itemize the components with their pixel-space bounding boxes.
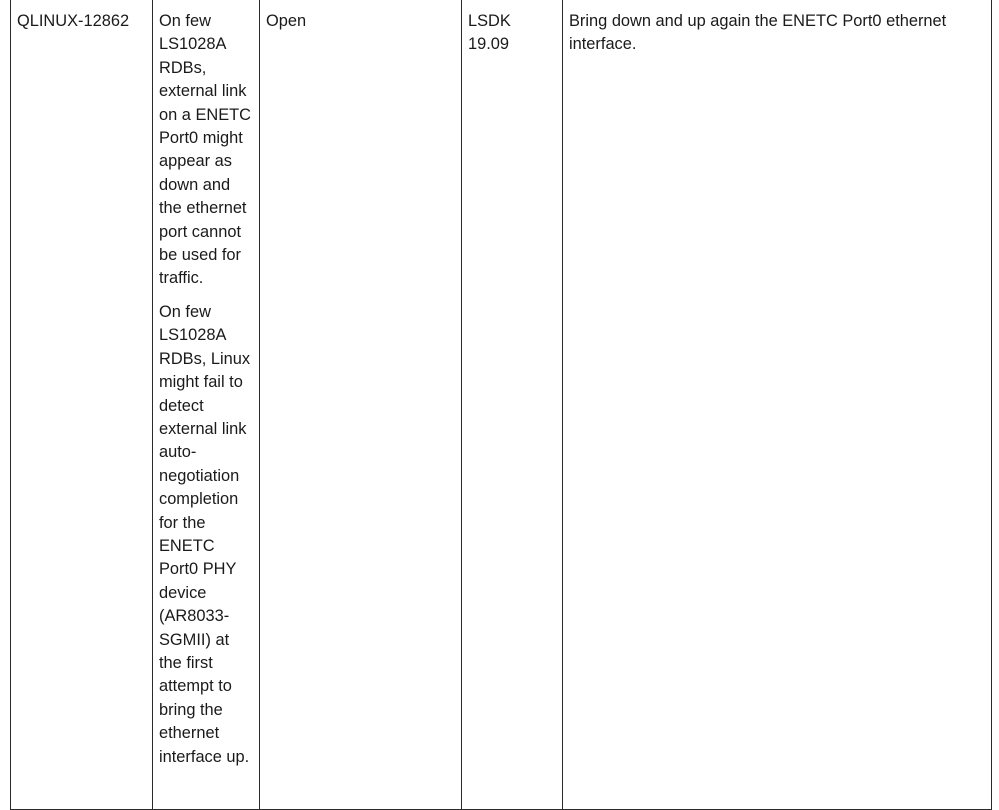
description-paragraph-2: On few LS1028A RDBs, Linux might fail to detect external link auto-negotiation completion for the ENETC Port0 PHY device (AR8033-SGMII) at the first attempt to bring the ethernet interface up.: [159, 302, 251, 766]
description-paragraph-1: On few LS1028A RDBs, external link on a ENETC Port0 might appear as down and the ethernet port cannot be used for traffic.: [159, 12, 252, 288]
erratum-workaround-cell: [563, 0, 992, 810]
erratum-status-cell: [260, 0, 462, 810]
erratum-description-cell: [153, 0, 260, 810]
erratum-id-cell: [11, 0, 153, 810]
erratum-id: QLINUX-12862: [17, 12, 130, 30]
erratum-release-cell: [462, 0, 563, 810]
erratum-status: Open: [266, 12, 307, 30]
table-row: [11, 0, 992, 810]
erratum-workaround: Bring down and up again the ENETC Port0 ethernet interface.: [569, 12, 947, 54]
erratum-release: LSDK 19.09: [468, 12, 511, 54]
errata-table: [10, 0, 992, 810]
